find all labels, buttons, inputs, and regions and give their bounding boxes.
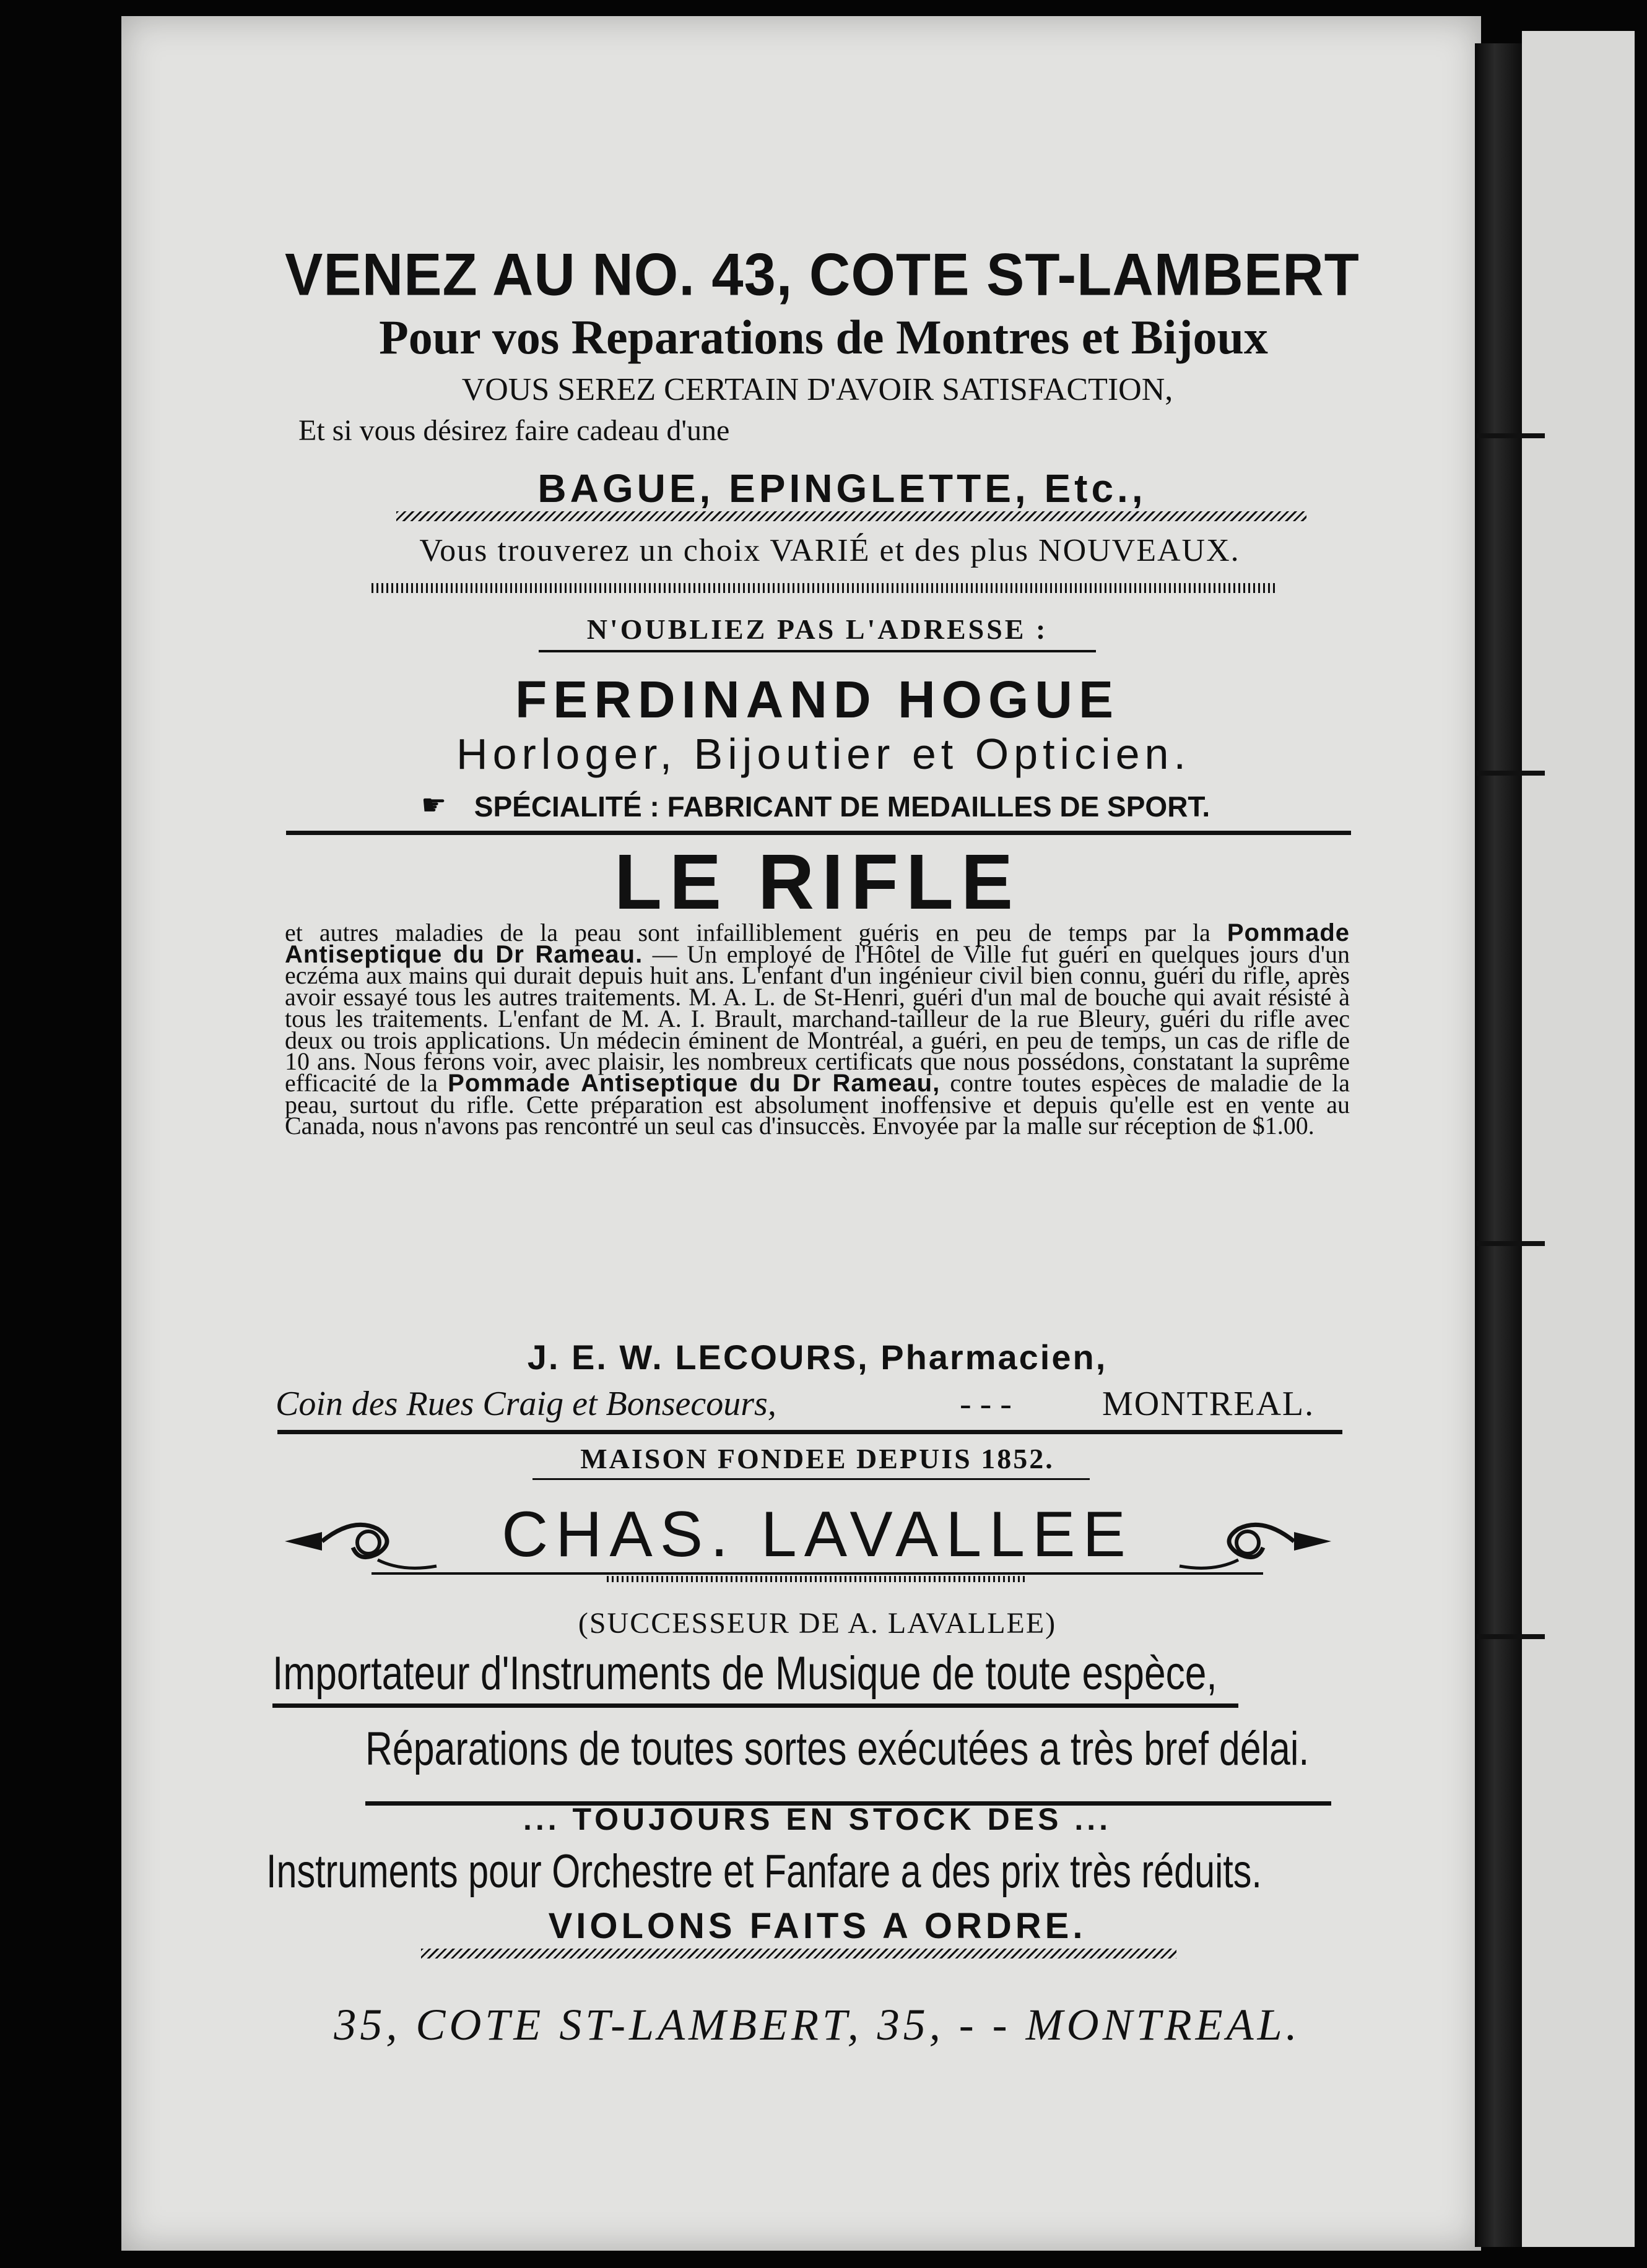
ornamental-rule [396, 511, 1306, 521]
repairs-line: Réparations de toutes sortes exécutées a très bref délai. [365, 1723, 1310, 1775]
ornamental-rule [372, 1572, 1263, 1575]
ornamental-rule [607, 1576, 1028, 1582]
dotted-divider [372, 583, 1275, 593]
underline [272, 1703, 1238, 1708]
watch-headline: VENEZ AU NO. 43, COTE ST-LAMBERT [285, 241, 1360, 308]
underline [532, 1478, 1090, 1480]
rifle-testimonials: — Un employé de l'Hôtel de Ville fut guéri en quelques jours d'un eczéma aux mains qui durait depuis huit ans. L'enfant d'un ingénieur civil bien connu, guéri du rifle, après avoir essayé tous les autres traitements. M. A. L. de St-Henri, guéri d'un mal de bouche qui avait résisté à tous les traitements. L'enfant de M. A. I. Brault, marchand-tailleur de la rue Bleury, guéri du rifle avec deux ou trois applications. Un médecin éminent de Montréal, a guéri, en peu de temps, un cas de rifle de 10 ans. Nous ferons voir, avec plaisir, les nombreux certificats que nous possédons, constatant la suprême efficacité de la [285, 940, 1350, 1097]
product-name: Pommade Antiseptique du Dr Rameau. [285, 919, 1350, 968]
music-merchant-name: CHAS. LAVALLEE [502, 1499, 1133, 1570]
ornament-right-icon [1176, 1504, 1337, 1578]
next-page-edge [1522, 31, 1635, 2247]
pharmacist-name: J. E. W. LECOURS, Pharmacien, [527, 1338, 1108, 1377]
pharmacy-city: MONTREAL. [1102, 1385, 1315, 1423]
rifle-intro: et autres maladies de la peau sont infailliblement guéris en peu de temps par la [285, 919, 1210, 946]
pointing-hand-icon: ☛ [421, 789, 447, 821]
specialty-line: SPÉCIALITÉ : FABRICANT DE MEDAILLES DE SPORT. [474, 790, 1210, 823]
watch-items: BAGUE, EPINGLETTE, Etc., [537, 466, 1147, 511]
binding-crease [1475, 43, 1524, 2247]
section-divider [277, 1430, 1342, 1434]
orchestra-line: Instruments pour Orchestre et Fanfare a des prix très réduits. [266, 1845, 1262, 1898]
ornamental-rule [421, 1949, 1176, 1959]
binding-stitch [1477, 433, 1545, 438]
music-address: 35, COTE ST-LAMBERT, 35, - - MONTREAL. [334, 2000, 1301, 2049]
pharmacy-address: Coin des Rues Craig et Bonsecours, [276, 1385, 776, 1423]
founded-line: MAISON FONDEE DEPUIS 1852. [580, 1443, 1054, 1474]
importer-line: Importateur d'Instruments de Musique de toute espèce, [272, 1647, 1217, 1700]
product-name: Pommade Antiseptique du Dr Rameau, [448, 1069, 941, 1097]
underline [539, 650, 1096, 652]
violins-line: VIOLONS FAITS A ORDRE. [548, 1906, 1087, 1946]
merchant-trade: Horloger, Bijoutier et Opticien. [456, 730, 1191, 778]
binding-stitch [1477, 1241, 1545, 1246]
rifle-title: LE RIFLE [614, 838, 1020, 925]
watch-satisfaction-line: VOUS SEREZ CERTAIN D'AVOIR SATISFACTION, [461, 372, 1173, 407]
merchant-name: FERDINAND HOGUE [515, 670, 1119, 729]
rifle-body [285, 919, 1350, 1140]
rifle-closing: contre toutes espèces de maladie de la peau, surtout du rifle. Cette préparation est absolument inoffensive et depuis qu'elle est en vente au Canada, nous n'avons pas rencontré un seul cas d'insuccès. Envoyée par la malle sur réception de $1.00. [285, 1068, 1350, 1140]
watch-subhead: Pour vos Reparations de Montres et Bijoux [379, 310, 1268, 364]
binding-stitch [1477, 1634, 1545, 1639]
address-reminder: N'OUBLIEZ PAS L'ADRESSE : [586, 613, 1048, 645]
address-dashes: - - - [960, 1385, 1012, 1423]
binding-stitch [1477, 771, 1545, 776]
section-divider [286, 831, 1351, 835]
successor-line: (SUCCESSEUR DE A. LAVALLEE) [578, 1607, 1057, 1640]
watch-variety-line: Vous trouverez un choix VARIÉ et des plus NOUVEAUX. [419, 533, 1240, 568]
watch-gift-line: Et si vous désirez faire cadeau d'une [298, 414, 730, 447]
stock-line: ... TOUJOURS EN STOCK DES ... [523, 1802, 1112, 1837]
